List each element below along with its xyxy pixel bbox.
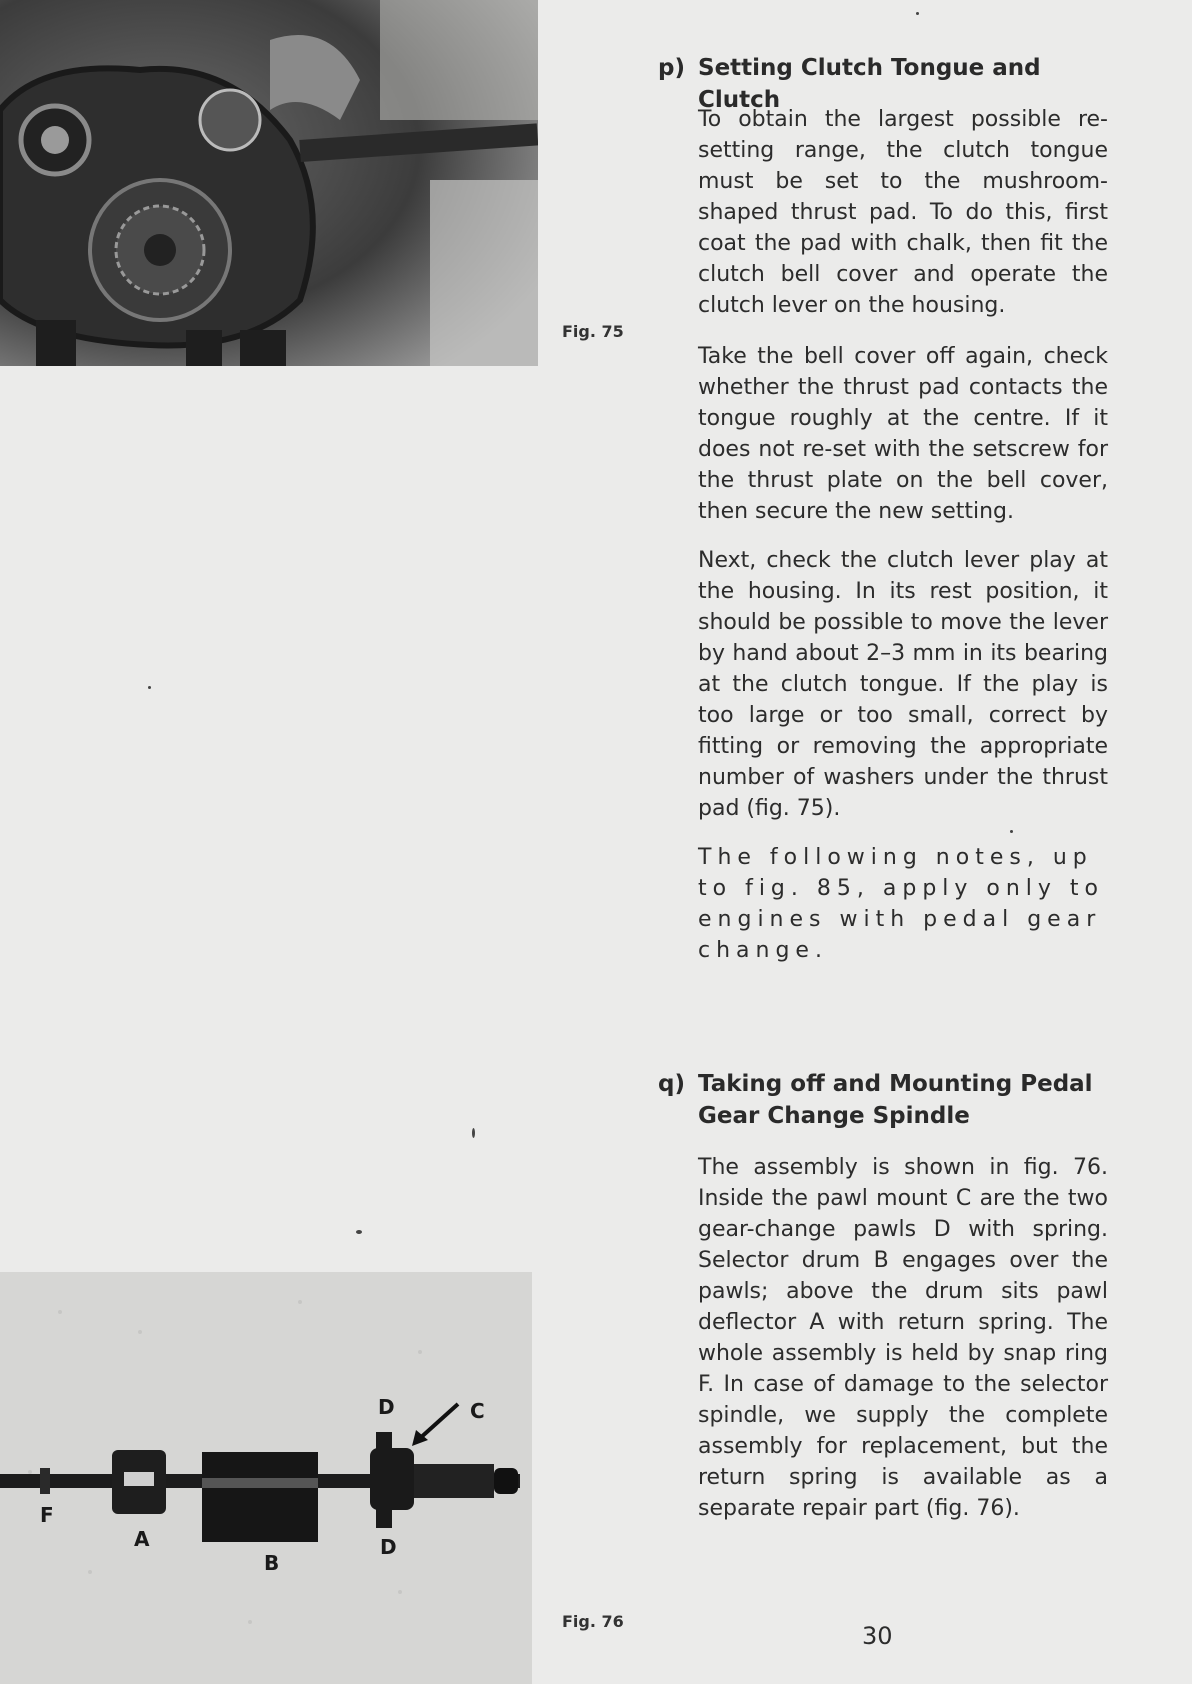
section-q-label: q) bbox=[658, 1071, 685, 1097]
callout-c: C bbox=[470, 1399, 485, 1423]
page-number: 30 bbox=[862, 1622, 893, 1650]
figure-76-photo bbox=[0, 1272, 532, 1684]
section-p-label: p) bbox=[658, 55, 685, 81]
section-p-paragraph-2: Take the bell cover off again, check whether the thrust pad contacts the tongue roughly at the centre. If it does not re-set with the setscrew for the thrust plate on the bell cover, then secure the new setting. bbox=[698, 344, 1108, 524]
gear-change-spindle-illustration bbox=[0, 1272, 532, 1684]
callout-f: F bbox=[40, 1503, 54, 1527]
engine-housing-illustration bbox=[0, 0, 538, 366]
section-q-title: Taking off and Mounting Pedal Gear Change Spindle bbox=[698, 1071, 1093, 1129]
callout-d-top: D bbox=[378, 1395, 395, 1419]
section-p-paragraph-3: Next, check the clutch lever play at the housing. In its rest position, it should be possible to move the lever by hand about 2–3 mm in its bearing at the clutch tongue. If the play is too large or too small, correct by fitting or removing the appropriate number of washers under the thrust pad (fig. 75). bbox=[698, 548, 1108, 821]
scan-speck bbox=[916, 12, 919, 15]
callout-d-bottom: D bbox=[380, 1535, 397, 1559]
callout-b: B bbox=[264, 1551, 280, 1575]
section-q-heading bbox=[658, 1068, 1128, 1134]
section-p-heading bbox=[658, 52, 1128, 113]
figure-76-label: Fig. 76 bbox=[562, 1612, 624, 1631]
figure-75-photo bbox=[0, 0, 538, 366]
figure-75-label: Fig. 75 bbox=[562, 322, 624, 341]
scan-speck bbox=[356, 1230, 362, 1234]
section-p-note: The following notes, up to fig. 85, apply only to engines with pedal gear change. bbox=[698, 845, 1105, 963]
scan-speck bbox=[148, 686, 151, 689]
section-p-title: Setting Clutch Tongue and Clutch bbox=[698, 55, 1041, 113]
scan-speck bbox=[1010, 830, 1013, 833]
section-p-paragraph-1: To obtain the largest possible re-setting range, the clutch tongue must be set to the mushroom-shaped thrust pad. To do this, first coat the pad with chalk, then fit the clutch bell cover and operate the clutch lever on the housing. bbox=[698, 107, 1108, 318]
callout-a: A bbox=[134, 1527, 150, 1551]
section-q-paragraph-1: The assembly is shown in fig. 76. Inside the pawl mount C are the two gear-change pawls D with spring. Selector drum B engages over the pawls; above the drum sits pawl deflector A with return spring. The whole assembly is held by snap ring F. In case of damage to the selector spindle, we supply the complete assembly for replacement, but the return spring is available as a separate repair part (fig. 76). bbox=[698, 1155, 1108, 1521]
scan-speck bbox=[472, 1128, 475, 1138]
